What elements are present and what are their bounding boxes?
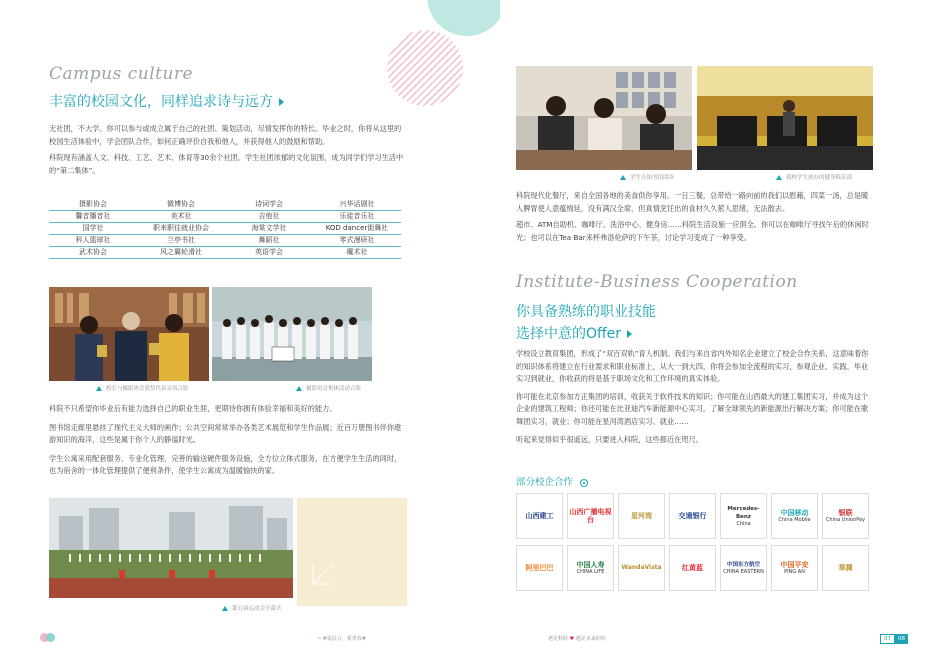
cooperation-text	[516, 348, 874, 446]
club-cell: 零式漫研社	[313, 235, 401, 247]
logo-china-resources	[822, 545, 869, 591]
decorative-circles	[380, 0, 500, 110]
logo-text: 中国平安	[780, 561, 809, 569]
club-cell: 舞蹈社	[225, 235, 313, 247]
facilities-text	[516, 190, 874, 244]
club-cell: 英语学会	[225, 247, 313, 259]
page-number-left: 07	[880, 634, 895, 644]
paragraph: 学校设立教育集团，形成了“双百双轨”育人机制。我们与来自省内外知名企业建立了校企合作关系，这意味着你的知识体系将建立在行业需求和职业标准上，从大一到大四，你将会参加全流程的实习，参观企业、实践、毕业实习到就业，你收获的将是基于职场文化和工作环境的真实体验。	[516, 349, 869, 384]
paragraph: 科院现代化餐厅，来自全国各地的美食供你享用。一日三餐，总带给一路向前的我们以慰藉，四菜一汤，总是暖人脾胃使人意蕴绵延，没有满汉全席，但真情烹饪出的食材久久萦人思绪，无法散去。	[516, 191, 869, 213]
club-cell: 科人篮球社	[49, 235, 137, 247]
club-cell: 海棠文学社	[225, 223, 313, 235]
paragraph: 你可能在北京参加方正集团的培训，收获关于软件技术的知识；你可能在山西最大的建工集团实习，并成为这个企业的建筑工程师；你还可能在比亚迪汽车新能源中心实习，了解全球领先的新能源出行解决方案；你可能在歌舞团实习、就业；你可能在星河湾酒店实习、就业……	[516, 391, 869, 426]
photo-group	[212, 287, 372, 381]
logo-text: 中国东方航空	[726, 562, 760, 568]
photo-sports-meet	[49, 498, 293, 598]
caption-text: 摄影协会集体活动合影	[306, 386, 362, 392]
footer-tagline	[318, 635, 366, 642]
dot-icon	[46, 633, 55, 642]
logo-text: 山西广播电视台	[569, 508, 612, 524]
partners-title-text: 部分校企合作	[516, 477, 574, 488]
photo-caption	[222, 604, 282, 612]
club-cell: 诗词学会	[225, 199, 313, 211]
footer-tagline-text: #爱活力，要青春#	[322, 636, 366, 642]
arrow-right-icon	[279, 98, 284, 106]
club-cell: 风之翼轮滑社	[137, 247, 225, 259]
logo-bocom	[669, 493, 716, 539]
club-cell: 国学社	[49, 223, 137, 235]
logo-text: 银联	[838, 509, 853, 517]
club-cell: 兰亭书社	[137, 235, 225, 247]
photo-caption	[620, 173, 674, 181]
triangle-icon	[222, 606, 228, 611]
club-cell: 吉他社	[225, 211, 313, 223]
paragraph: 超市、ATM自助机、咖啡厅、洗浴中心、健身房……科院生活设施一应俱全。你可以在咖啡厅寻找午后的休闲时光；也可以在Tea Bar来杯弗洛伦萨的下午茶，讨论学习变成了一种享受。	[516, 220, 869, 242]
section-title-en: Institute-Business Cooperation	[516, 272, 798, 292]
section-title-cn	[49, 91, 369, 113]
triangle-icon	[96, 386, 102, 391]
logo-text: 阿里巴巴	[525, 564, 554, 572]
campus-life-text	[49, 403, 407, 478]
clubs-table	[49, 199, 401, 259]
logo-alibaba	[516, 545, 563, 591]
logo-text: 華潤	[838, 564, 853, 572]
logo-shanxi-jiangong	[516, 493, 563, 539]
section-title-cn-text: 丰富的校园文化，同样追求诗与远方	[49, 94, 273, 110]
photo-library	[516, 66, 692, 170]
club-cell: 武术协会	[49, 247, 137, 259]
footer-slogan-1: 遇见科院	[548, 636, 569, 642]
table-row	[49, 223, 401, 235]
logo-china-eastern	[720, 545, 767, 591]
logo-china-life	[567, 545, 614, 591]
logo-shanxi-tv	[567, 493, 614, 539]
logo-text: 中国移动	[780, 509, 809, 517]
photo-award	[49, 287, 209, 381]
photo-caption	[296, 384, 361, 392]
paragraph: 科院不只希望你毕业后有能力选择自己的职业生涯，更期待你拥有体验幸福和美好的能力。	[49, 404, 337, 413]
logo-subtext: China Mobile	[778, 517, 811, 523]
arrow-right-icon	[627, 330, 632, 338]
logo-text: WandaVista	[621, 564, 662, 571]
paragraph: 无社团，不大学。你可以参与或成立属于自己的社团、策划活动，尽情发挥你的特长。毕业之时，你将从这里的校园生活体验中，学会团队合作，如何正确评价自我和他人，并获得他人的鼓励和帮助。	[49, 124, 402, 146]
logo-subtext: PING AN	[784, 569, 805, 575]
logo-text: 红黄蓝	[682, 564, 703, 572]
logo-rybbaby	[669, 545, 716, 591]
heart-icon: ♥	[569, 636, 575, 642]
logo-text: 交通银行	[678, 512, 707, 520]
triangle-icon	[296, 386, 302, 391]
section-title-cn	[516, 301, 816, 345]
club-cell: 兴华话剧社	[313, 199, 401, 211]
caption-text: 我校学生创办的健身俱乐部	[786, 175, 853, 181]
caption-text: 学生在图书馆阅读	[630, 175, 675, 181]
club-cell: 微博协会	[137, 199, 225, 211]
club-cell: 摄影协会	[49, 199, 137, 211]
photo-caption	[776, 173, 852, 181]
club-cell: 魔术社	[313, 247, 401, 259]
club-cell: 职来职往就业协会	[137, 223, 225, 235]
club-cell: 乐徒音乐社	[313, 211, 401, 223]
logo-unionpay	[822, 493, 869, 539]
paragraph: 科院现有涵盖人文、科技、工艺、艺术、体育等30余个社团。学生社团浓郁的文化氛围，成为同学们学习生活中的“第二集体”。	[49, 153, 404, 175]
target-icon	[580, 479, 588, 487]
partners-title	[516, 474, 588, 488]
club-cell: 美术社	[137, 211, 225, 223]
caption-text: 第五届运动会开幕式	[232, 606, 282, 612]
logo-text: 星河湾	[631, 512, 652, 520]
equals-icon: ═	[318, 636, 322, 642]
triangle-icon	[776, 175, 782, 180]
logo-china-mobile	[771, 493, 818, 539]
footer-slogan-2: 遇见未来的你	[575, 636, 606, 642]
footer-dots	[40, 633, 56, 642]
page-numbers	[880, 634, 908, 644]
section-title-cn-line2: 选择中意的Offer	[516, 326, 622, 342]
logo-subtext: CHINA LIFE	[576, 569, 605, 575]
decorative-block	[297, 498, 407, 606]
logo-text: Mercedes-Benz	[727, 506, 760, 520]
logo-xinghewan	[618, 493, 665, 539]
logo-mercedes	[720, 493, 767, 539]
footer-slogan	[548, 635, 606, 642]
paragraph: 听起来觉得似乎很遥远，只要进入科院，这些都近在咫尺。	[516, 434, 703, 444]
club-cell: 馨音播音社	[49, 211, 137, 223]
paragraph: 图书馆走廊里悬挂了现代主义大师的画作；公共空间常常举办各类艺术展览和学生作品展；近百万册图书伴你遨游知识的海洋，这些是属于你个人的静谧时光。	[49, 422, 402, 445]
triangle-icon	[620, 175, 626, 180]
section-title-cn-line1: 你具备熟练的职业技能	[516, 304, 656, 320]
table-row	[49, 235, 401, 247]
table-row	[49, 199, 401, 211]
section-title-en: Campus culture	[49, 64, 194, 84]
table-row	[49, 247, 401, 259]
logo-subtext: China	[736, 521, 751, 527]
logo-subtext: CHINA EASTERN	[723, 569, 764, 575]
logo-text: 山西建工	[525, 512, 554, 520]
logo-text: 中国人寿	[576, 561, 605, 569]
photo-caption	[96, 384, 189, 392]
page-number-right: 08	[895, 634, 908, 644]
club-cell: KOD dancer街舞社	[313, 223, 401, 235]
photo-gym	[697, 66, 873, 170]
logo-ping-an	[771, 545, 818, 591]
table-row	[49, 211, 401, 223]
caption-text: 校长与摄影协会获奖代表亲切合影	[106, 386, 189, 392]
intro-text	[49, 123, 407, 177]
logo-wandavista	[618, 545, 665, 591]
paragraph: 学生公寓采用配套服务、专业化管理，完善的输送硬件服务设施，全方位立体式服务，在方便学生生活的同时，也为宿舍的一体化管理提供了便利条件，使学生公寓成为温暖愉快的家。	[49, 453, 402, 476]
logo-subtext: China UnionPay	[825, 517, 866, 523]
